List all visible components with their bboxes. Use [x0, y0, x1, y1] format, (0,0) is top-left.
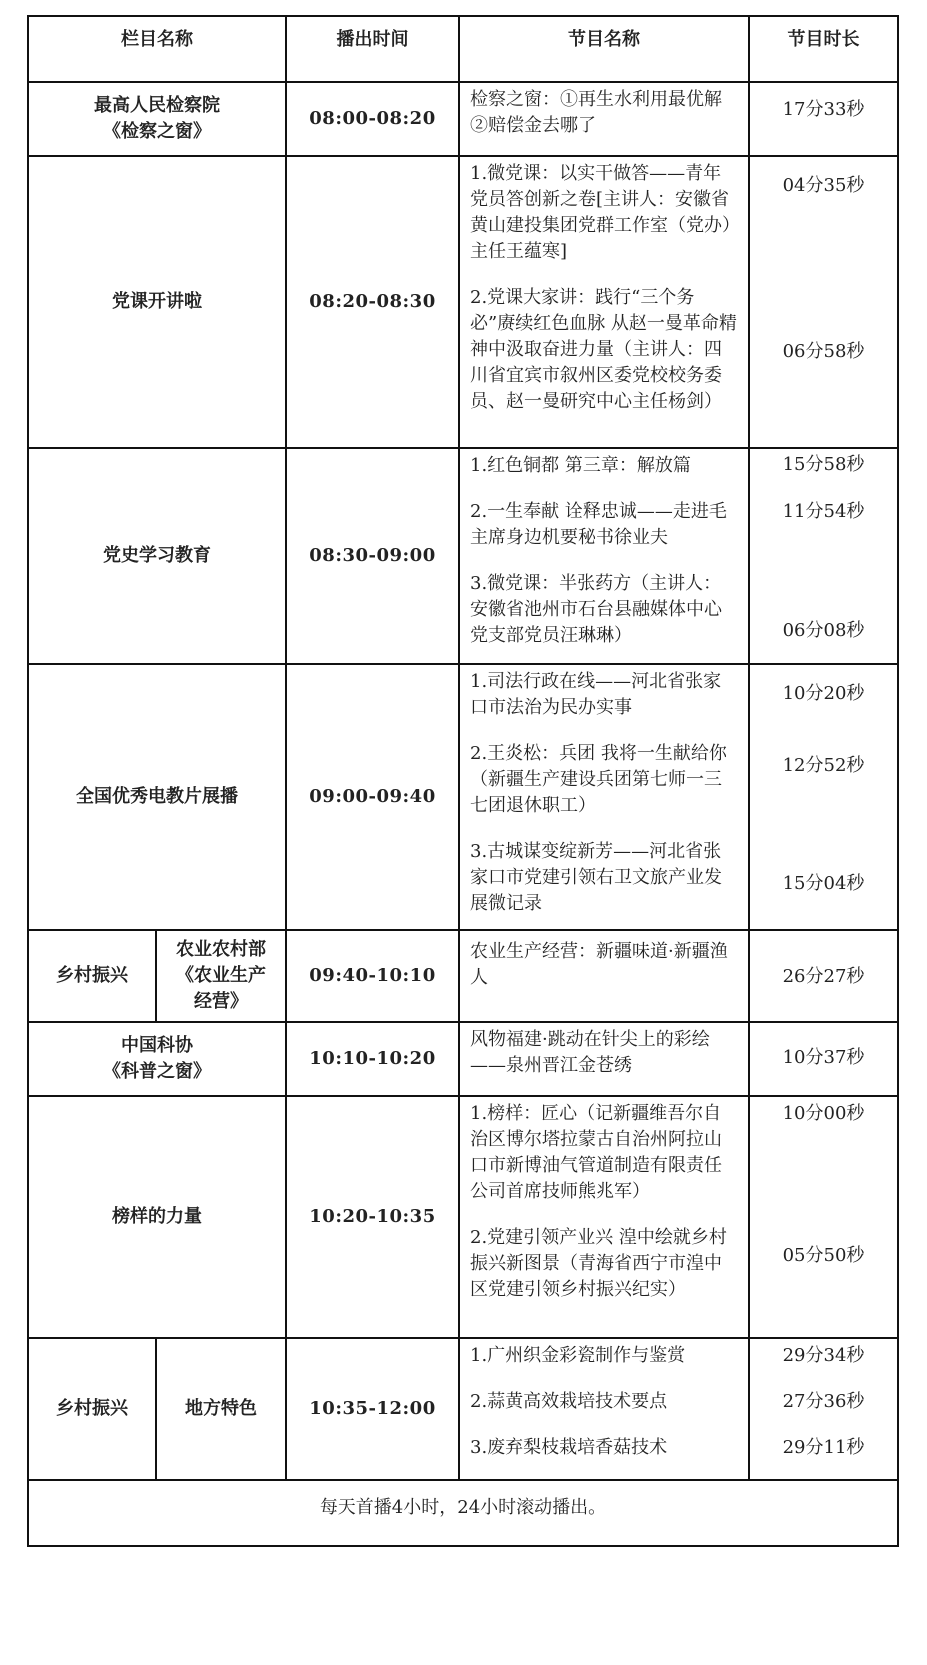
- column-name-cell: [28, 448, 286, 664]
- duration-item: 12分52秒: [782, 755, 865, 776]
- air-time-cell: 08:20-08:30: [286, 156, 459, 448]
- column-name-line: 党课开讲啦: [112, 291, 202, 312]
- duration-item: 26分27秒: [782, 966, 865, 987]
- duration-item: 15分04秒: [782, 873, 865, 894]
- program-item: 3.微党课：半张药方（主讲人：安徽省池州市石台县融媒体中心党支部党员汪琳琳）: [470, 573, 722, 646]
- air-time-cell: 10:35-12:00: [286, 1338, 459, 1480]
- sub-column-line: 农业农村部: [176, 939, 266, 960]
- column-name-line: 最高人民检察院: [94, 95, 220, 116]
- column-name-cell: [28, 82, 286, 156]
- program-item: 农业生产经营：新疆味道·新疆渔人: [470, 941, 728, 988]
- column-name-line: 《科普之窗》: [103, 1061, 211, 1082]
- table-row: [28, 1338, 898, 1480]
- program-cell: [459, 82, 749, 156]
- table-row: [28, 1096, 898, 1338]
- duration-cell: [749, 156, 898, 448]
- header-air-time: 播出时间: [286, 16, 459, 82]
- column-name-line: 中国科协: [121, 1035, 193, 1056]
- header-row: [28, 16, 898, 82]
- duration-item: 04分35秒: [782, 175, 865, 196]
- program-cell: [459, 664, 749, 930]
- column-name-line: 榜样的力量: [112, 1206, 202, 1227]
- column-name-cell: [28, 156, 286, 448]
- duration-cell: [749, 930, 898, 1022]
- duration-item: 29分34秒: [782, 1345, 865, 1366]
- sub-column-line: 《农业生产: [176, 965, 266, 986]
- table-row: [28, 82, 898, 156]
- table-row: [28, 664, 898, 930]
- program-item: 检察之窗：①再生水利用最优解②赔偿金去哪了: [470, 89, 722, 136]
- program-item: 2.党课大家讲：践行“三个务必”赓续红色血脉 从赵一曼革命精神中汲取奋进力量（主讲人：四川省宜宾市叙州区委党校校务委员、赵一曼研究中心主任杨剑）: [470, 287, 737, 412]
- program-item: 1.榜样：匠心（记新疆维吾尔自治区博尔塔拉蒙古自治州阿拉山口市新博油气管道制造有限责任公司首席技师熊兆军）: [470, 1103, 722, 1202]
- duration-item: 10分20秒: [782, 683, 865, 704]
- header-column-name: 栏目名称: [28, 16, 286, 82]
- duration-item: 17分33秒: [782, 99, 865, 120]
- footer-note: 每天首播4小时，24小时滚动播出。: [28, 1480, 898, 1546]
- program-item: 1.红色铜都 第三章：解放篇: [470, 455, 691, 476]
- table-row: [28, 930, 898, 1022]
- duration-item: 06分58秒: [782, 341, 865, 362]
- air-time-cell: 08:30-09:00: [286, 448, 459, 664]
- header-program-name: 节目名称: [459, 16, 749, 82]
- program-item: 风物福建·跳动在针尖上的彩绘——泉州晋江金苍绣: [470, 1029, 710, 1076]
- duration-cell: [749, 1338, 898, 1480]
- air-time-cell: 10:10-10:20: [286, 1022, 459, 1096]
- program-item: 2.一生奉献 诠释忠诚——走进毛主席身边机要秘书徐业夫: [470, 501, 727, 548]
- air-time-cell: 10:20-10:35: [286, 1096, 459, 1338]
- program-item: 3.古城谋变绽新芳——河北省张家口市党建引领右卫文旅产业发展微记录: [470, 841, 722, 914]
- duration-cell: [749, 448, 898, 664]
- program-cell: [459, 930, 749, 1022]
- program-item: 2.蒜黄高效栽培技术要点: [470, 1391, 668, 1412]
- duration-item: 29分11秒: [782, 1437, 865, 1458]
- duration-item: 27分36秒: [782, 1391, 865, 1412]
- sub-column-line: 地方特色: [185, 1398, 257, 1419]
- duration-item: 11分54秒: [782, 501, 865, 522]
- duration-cell: [749, 1096, 898, 1338]
- program-item: 1.微党课：以实干做答——青年党员答创新之卷[主讲人：安徽省黄山建投集团党群工作室（党办）主任王蕴寒]: [470, 163, 731, 262]
- program-cell: [459, 1096, 749, 1338]
- column-name-cell: [28, 1338, 156, 1480]
- program-cell: [459, 1338, 749, 1480]
- column-name-line: 全国优秀电教片展播: [76, 786, 238, 807]
- program-item: 2.王炎松：兵团 我将一生献给你（新疆生产建设兵团第七师一三七团退休职工）: [470, 743, 727, 816]
- footer-row: [28, 1480, 898, 1546]
- duration-cell: [749, 1022, 898, 1096]
- column-name-line: 党史学习教育: [103, 545, 211, 566]
- duration-cell: [749, 82, 898, 156]
- column-name-cell: [28, 930, 156, 1022]
- air-time-cell: 08:00-08:20: [286, 82, 459, 156]
- program-item: 1.司法行政在线——河北省张家口市法治为民办实事: [470, 671, 722, 718]
- column-name-line: 乡村振兴: [56, 965, 128, 986]
- duration-cell: [749, 664, 898, 930]
- sub-column-cell: [156, 930, 286, 1022]
- column-name-cell: [28, 664, 286, 930]
- table-row: [28, 448, 898, 664]
- program-cell: [459, 448, 749, 664]
- program-cell: [459, 1022, 749, 1096]
- table-row: [28, 1022, 898, 1096]
- program-item: 1.广州织金彩瓷制作与鉴赏: [470, 1345, 686, 1366]
- program-cell: [459, 156, 749, 448]
- sub-column-cell: [156, 1338, 286, 1480]
- program-item: 3.废弃梨枝栽培香菇技术: [470, 1437, 668, 1458]
- duration-item: 15分58秒: [782, 454, 865, 475]
- column-name-line: 《检察之窗》: [103, 121, 211, 142]
- air-time-cell: 09:00-09:40: [286, 664, 459, 930]
- schedule-table: [27, 15, 899, 1547]
- air-time-cell: 09:40-10:10: [286, 930, 459, 1022]
- duration-item: 10分00秒: [782, 1103, 865, 1124]
- column-name-line: 乡村振兴: [56, 1398, 128, 1419]
- column-name-cell: [28, 1096, 286, 1338]
- table-row: [28, 156, 898, 448]
- program-item: 2.党建引领产业兴 湟中绘就乡村振兴新图景（青海省西宁市湟中区党建引领乡村振兴纪实）: [470, 1227, 727, 1300]
- column-name-cell: [28, 1022, 286, 1096]
- duration-item: 10分37秒: [782, 1047, 865, 1068]
- duration-item: 05分50秒: [782, 1245, 865, 1266]
- sub-column-line: 经营》: [194, 991, 248, 1012]
- duration-item: 06分08秒: [782, 620, 865, 641]
- header-duration: 节目时长: [749, 16, 898, 82]
